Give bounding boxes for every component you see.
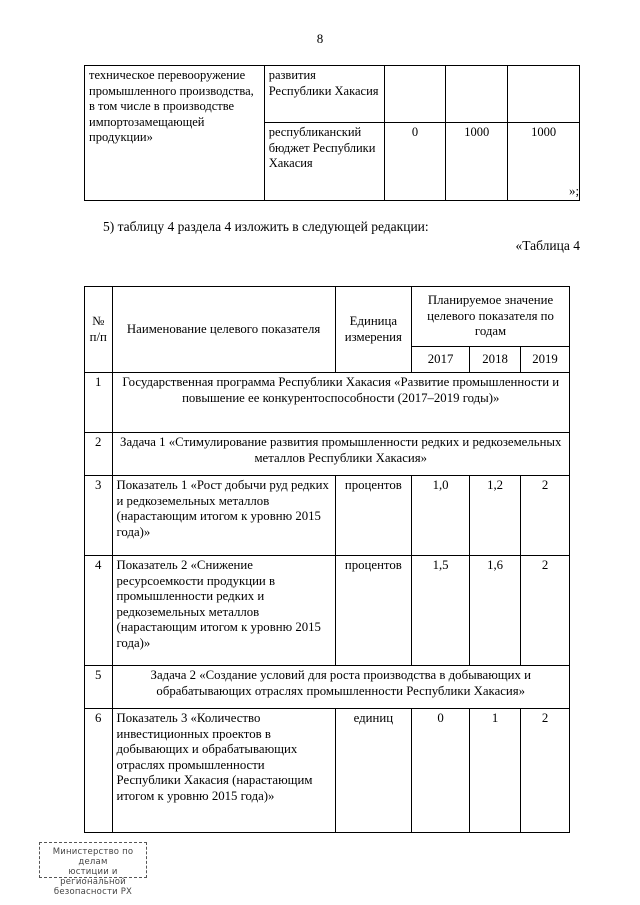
table-row (85, 433, 570, 476)
table-row (85, 709, 570, 833)
amendment-paragraph: 5) таблицу 4 раздела 4 изложить в следующей редакции: (103, 219, 429, 234)
task-title: Задача 1 «Стимулирование развития промышленности редких и редкоземельных металлов Республики Хакасия» (112, 433, 570, 476)
value-2018: 1,2 (470, 476, 521, 556)
stamp-line: Министерство по делам (52, 847, 134, 867)
registration-stamp (39, 842, 147, 897)
indicator-name: Показатель 3 «Количество инвестиционных проектов в добывающих и обрабатывающих отраслях промышленности Республики Хакасия (нарастающим итогом к уровню 2015 года)» (112, 709, 335, 833)
row-num: 4 (85, 556, 113, 666)
row-num: 1 (85, 373, 113, 433)
value-2018: 1,6 (470, 556, 521, 666)
table-row (85, 666, 570, 709)
indicator-unit: процентов (335, 476, 411, 556)
header-name: Наименование целевого показателя (112, 287, 335, 373)
value-2017: 0 (412, 709, 470, 833)
indicator-unit: единиц (335, 709, 411, 833)
value-2019: 2 (521, 476, 570, 556)
continuation-table (84, 65, 580, 201)
table-row (85, 476, 570, 556)
funding-source-cell: развития Республики Хакасия (264, 66, 384, 123)
header-year: 2017 (412, 347, 470, 373)
funding-source-cell: республиканский бюджет Республики Хакасия (264, 123, 384, 201)
header-planned: Планируемое значение целевого показателя по годам (412, 287, 570, 347)
value-2018: 1 (470, 709, 521, 833)
indicator-name-cell: техническое перевооружение промышленного производства, в том числе в производстве импортозамещающей продукции» (85, 66, 265, 201)
row-num: 3 (85, 476, 113, 556)
closing-quote: »; (569, 183, 580, 198)
value-cell: 0 (384, 123, 446, 201)
value-2019: 2 (521, 709, 570, 833)
indicator-name: Показатель 1 «Рост добычи руд редких и редкоземельных металлов (нарастающим итогом к уровню 2015 года)» (112, 476, 335, 556)
row-num: 5 (85, 666, 113, 709)
indicator-name: Показатель 2 «Снижение ресурсоемкости продукции в промышленности редких и редкоземельных металлов (нарастающим итогом к уровню 2015 года)» (112, 556, 335, 666)
value-cell: 1000 (446, 123, 508, 201)
stamp-line: юстиции и региональной (60, 867, 126, 887)
table-row (85, 556, 570, 666)
row-num: 2 (85, 433, 113, 476)
value-2017: 1,0 (412, 476, 470, 556)
task-title: Задача 2 «Создание условий для роста производства в добывающих и обрабатывающих отраслях промышленности Республики Хакасия» (112, 666, 570, 709)
header-num: № п/п (85, 287, 113, 373)
header-year: 2019 (521, 347, 570, 373)
header-unit: Единица измерения (335, 287, 411, 373)
page-number: 8 (316, 31, 324, 46)
table-caption: «Таблица 4 (515, 238, 580, 253)
row-num: 6 (85, 709, 113, 833)
value-cell: 1000 (508, 123, 580, 201)
value-cell (384, 66, 446, 123)
header-year: 2018 (470, 347, 521, 373)
indicators-table (84, 286, 570, 833)
value-cell (508, 66, 580, 123)
stamp-line: безопасности РХ (53, 887, 133, 897)
program-title: Государственная программа Республики Хакасия «Развитие промышленности и повышение ее конкурентоспособности (2017–2019 годы)» (112, 373, 570, 433)
value-cell (446, 66, 508, 123)
table-row (85, 373, 570, 433)
value-2017: 1,5 (412, 556, 470, 666)
value-2019: 2 (521, 556, 570, 666)
indicator-unit: процентов (335, 556, 411, 666)
